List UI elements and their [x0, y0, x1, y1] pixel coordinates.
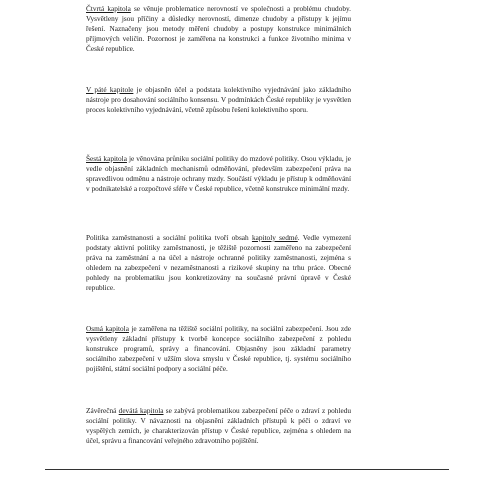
paragraph-body: . Vedle vymezení podstaty aktivní politiky zaměstnanosti, je těžiště pozornosti zaměřeno na zabezpečení práva na zaměstnání a na účel a nástroje ochranné politiky zaměstnanosti, zejména s ohledem na zabezpečení v nezaměstnanosti a rizikové skupiny na trhu práce. Obecné pohledy na problematiku jsou konkretizovány na současné právní úpravě v České republice.	[86, 233, 351, 293]
paragraph-prefix: Politika zaměstnanosti a sociální politika tvoří obsah	[86, 233, 252, 242]
chapter-7-link[interactable]: kapitoly sedmé	[251, 233, 298, 242]
chapter-4-link[interactable]: Čtvrtá kapitola	[86, 4, 131, 13]
paragraph-chapter-8	[86, 324, 351, 374]
paragraph-body: se zabývá problematikou zabezpečení péče o zdraví z pohledu sociální politiky. V návaznosti na objasnění základních přístupů k péči o zdraví ve vyspělých zemích, je charakterizován přístup v České republice, zejména s ohledem na účel, správu a financování veřejného zdravotního pojištění.	[86, 406, 352, 446]
chapter-5-link[interactable]: V páté kapitole	[86, 85, 134, 94]
paragraph-body: je zaměřena na těžiště sociální politiky, na sociální zabezpečení. Jsou zde vysvětleny základní přístupy k tvorbě koncepce sociálního zabezpečení z pohledu konstrukce programů, správy a financování. Objasněny jsou základní parametry sociálního zabezpečení v užším slova smyslu v České republice, tj. systému sociálního pojištění, státní sociální podpory a sociální péče.	[86, 324, 351, 374]
paragraph-body: je objasněn účel a podstata kolektivního vyjednávání jako základního nástroje pro dosahování sociálního konsensu. V podmínkách České republiky je vysvětlen proces kolektivního vyjednávání, včetně způsobu řešení kolektivního sporu.	[86, 85, 351, 115]
paragraph-chapter-7	[86, 233, 351, 294]
paragraph-chapter-5	[86, 85, 351, 115]
footer-divider	[45, 469, 449, 470]
paragraph-chapter-4	[86, 4, 351, 54]
chapter-9-link[interactable]: devátá kapitola	[118, 406, 164, 415]
paragraph-prefix: Závěrečná	[86, 406, 119, 415]
chapter-6-link[interactable]: Šestá kapitola	[86, 154, 127, 163]
chapter-8-link[interactable]: Osmá kapitola	[86, 324, 129, 333]
paragraph-chapter-9	[86, 406, 351, 446]
paragraph-body: je věnována průniku sociální politiky do mzdové politiky. Osou výkladu, je vedle objasnění základních mechanismů odměňování, především zabezpečení práva na spravedlivou odměnu a nástroje ochrany mzdy. Součástí výkladu je přístup k odměňování v podnikatelské a rozpočtové sféře v České republice, včetně konstrukce minimální mzdy.	[86, 154, 351, 194]
paragraph-body: se věnuje problematice nerovností ve společnosti a problému chudoby. Vysvětleny jsou příčiny a důsledky nerovností, dimenze chudoby a přístupy k jejímu řešení. Naznačeny jsou metody měření chudoby a postupy konstrukce minimálních příjmových veličin. Pozornost je zaměřena na konstrukci a funkce životního minima v České republice.	[86, 4, 351, 54]
paragraph-chapter-6	[86, 154, 351, 194]
